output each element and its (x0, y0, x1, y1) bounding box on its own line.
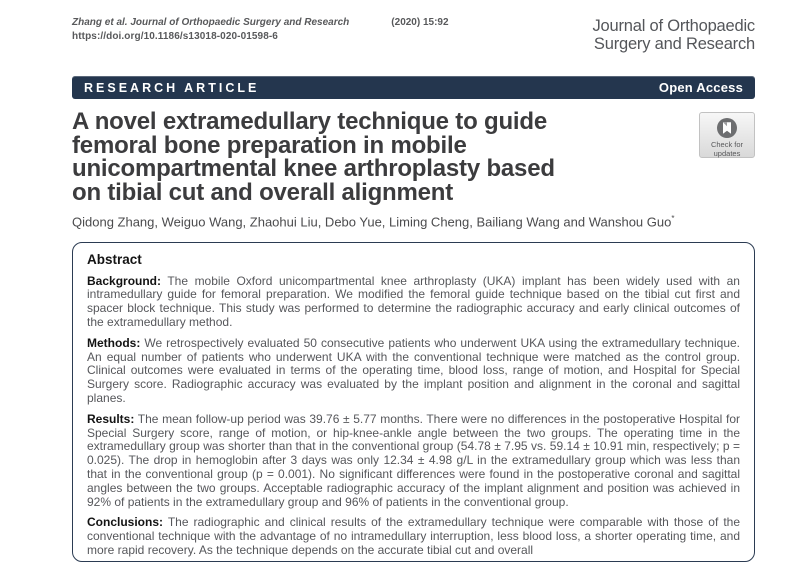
doi-link[interactable]: https://doi.org/10.1186/s13018-020-01598-6 (72, 31, 278, 42)
abstract-background-label: Background: (87, 273, 162, 288)
abstract-conclusions-label: Conclusions: (87, 515, 164, 530)
check-for-updates-label (711, 141, 743, 158)
citation-text: Zhang et al. Journal of Orthopaedic Surgery and Research (72, 17, 350, 28)
journal-name-line2: Surgery and Research (593, 35, 755, 54)
abstract-results (87, 413, 740, 510)
check-for-updates-badge[interactable] (699, 112, 755, 158)
abstract-results-text: The mean follow-up period was 39.76 ± 5.77 months. There were no differences in the postoperative Hospital for Special Surgery score, range of motion, or hip-knee-ankle angle between the two groups. The operating time in the extramedullary group was shorter than that in the conventional group (54.78 ± 7.95 vs. 59.14 ± 10.91 min, respectively; p = 0.025). The drop in hemoglobin after 3 days was only 12.34 ± 4.98 g/L in the extramedullary group which was less than that in the conventional group (p = 0.001). No significant differences were found in the postoperative coronal and sagittal angles between the two groups. Acceptable radiographic accuracy of the implant alignment and position was achieved in 92% of patients in the extramedullary group and 96% of patients in the conventional group. (87, 411, 740, 509)
abstract-background (87, 275, 740, 330)
author-list (72, 214, 755, 229)
journal-name (592, 17, 755, 53)
article-title (72, 110, 555, 204)
title-line: on tibial cut and overall alignment (72, 178, 454, 206)
badge-text-line2: updates (713, 148, 741, 158)
abstract-conclusions-text: The radiographic and clinical results of the extramedullary technique were comparable with those of the conventional technique with the advantage of no intramedullary interruption, less blood loss, a shorter operating time, and more rapid recovery. As the technique depends on the accurate tibial cut and overall (87, 515, 740, 557)
corresponding-author-marker: * (671, 214, 675, 224)
badge-text-line1: Check for (710, 140, 744, 150)
page-header (72, 16, 755, 53)
journal-name-line1: Journal of Orthopaedic (592, 17, 755, 35)
title-line: femoral bone preparation in mobile (72, 131, 467, 159)
abstract-results-label: Results: (87, 411, 135, 426)
open-access-label: Open Access (658, 80, 743, 96)
abstract-methods-text: We retrospectively evaluated 50 consecutive patients who underwent UKA using the extramedullary technique. An equal number of patients who underwent UKA with the conventional technique were matched as the control group. Clinical outcomes were evaluated in terms of the operating time, blood loss, range of motion, and Hospital for Special Surgery score. Radiographic accuracy was evaluated by the implant position and alignment in the coronal and sagittal planes. (87, 335, 741, 405)
title-line: A novel extramedullary technique to guide (72, 108, 548, 136)
title-line: unicompartmental knee arthroplasty based (72, 155, 555, 183)
citation-line (72, 16, 449, 29)
citation-block (72, 16, 449, 43)
abstract-heading: Abstract (87, 251, 142, 267)
abstract-conclusions (87, 516, 740, 557)
crossmark-bookmark-icon (715, 116, 739, 140)
citation-issue: (2020) 15:92 (391, 17, 449, 28)
article-type-label: RESEARCH ARTICLE (84, 80, 260, 95)
article-type-banner (72, 76, 755, 99)
abstract-methods-label: Methods: (87, 335, 141, 350)
author-names: Qidong Zhang, Weiguo Wang, Zhaohui Liu, Debo Yue, Liming Cheng, Bailiang Wang and Wanshou Guo (72, 214, 672, 230)
abstract-box (72, 242, 755, 562)
abstract-background-text: The mobile Oxford unicompartmental knee arthroplasty (UKA) implant has been widely used with an intramedullary guide for femoral preparation. We modified the femoral guide technique based on the tibial cut first and spacer block technique. This study was performed to determine the radiographic accuracy and early clinical outcomes of the extramedullary method. (87, 273, 740, 329)
abstract-methods (87, 337, 740, 406)
title-row (72, 110, 755, 204)
